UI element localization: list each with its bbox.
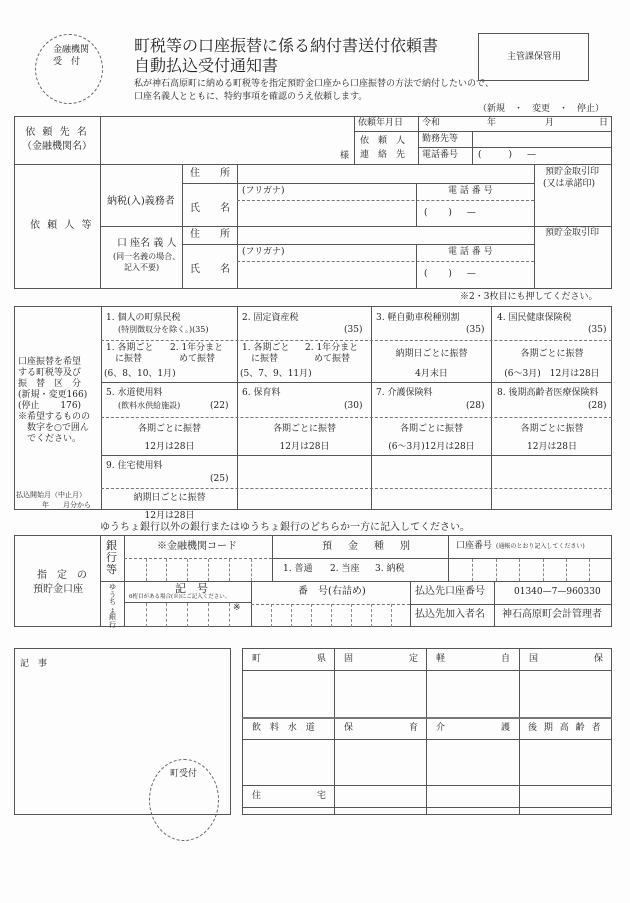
item-9-code: (25)	[210, 474, 229, 484]
divider	[100, 116, 101, 289]
holder-seal-label: 預貯金取引印	[545, 228, 600, 238]
contact-phone-field[interactable]: ( ) —	[478, 150, 540, 160]
divider	[272, 535, 273, 581]
grid-header-nhi-a: 国	[529, 654, 539, 664]
taxpayer-name-field[interactable]	[239, 202, 415, 224]
divider	[100, 226, 534, 227]
divider	[534, 226, 612, 227]
taxpayer-label: 納税(入)義務者	[107, 196, 175, 207]
item-5-schedule: 各期ごとに振替	[137, 424, 201, 434]
transfer-side-label	[18, 357, 90, 445]
intro-line-1: 私が神石高原町に納める町税等を指定預貯金口座から口座振替の方法で納付したいので、	[134, 79, 494, 89]
taxpayer-address-label: 住 所	[190, 168, 230, 179]
taxpayer-seal-label: 預貯金取引印	[545, 167, 600, 177]
bank-name-label: 依 頼 先 名	[25, 127, 89, 138]
item-9-name[interactable]: 9. 住宅使用料	[106, 461, 163, 471]
side-line: ※希望するものの	[18, 412, 91, 422]
deposit-type-label: 預 金 種 別	[322, 541, 413, 552]
grid-header-care-b: 護	[501, 723, 511, 733]
taxpayer-phone-header: 電 話 番 号	[448, 186, 493, 196]
item-8-months: 12月は28日	[527, 442, 577, 452]
divider	[519, 648, 520, 815]
divider	[418, 147, 612, 148]
taxpayer-furigana-label: (フリガナ)	[242, 186, 285, 196]
item-3-name[interactable]: 3. 軽自動車税種別割	[376, 313, 460, 323]
deposit-type-tax[interactable]: 3. 納税	[375, 564, 405, 574]
month-label[interactable]: 月	[545, 118, 555, 128]
divider	[182, 183, 534, 184]
divider	[101, 306, 102, 510]
item-7-schedule: 各期ごとに振替	[399, 424, 463, 434]
grid-header-fixed-a: 固	[344, 654, 354, 664]
era-label: 令和	[422, 118, 441, 128]
divider	[182, 244, 534, 245]
divider	[272, 558, 612, 559]
item-6-schedule: 各期ごとに振替	[272, 424, 336, 434]
item-1-name[interactable]: 1. 個人の町県民税	[106, 313, 181, 323]
item-6-code: (30)	[344, 401, 363, 411]
item-4-code: (35)	[588, 325, 607, 335]
dashed-divider	[101, 417, 612, 418]
account-instruction: ゆうちょ銀行以外の銀行またはゆうちょ銀行のどちらか一方に記入してください。	[100, 522, 470, 533]
side-line: 口座振替を希望	[18, 357, 82, 367]
holder-label: 口 座名 義 人	[117, 238, 177, 249]
grid-header-town-b: 県	[317, 654, 327, 664]
divider	[101, 455, 612, 456]
symbol-asterisk: ※	[233, 603, 241, 613]
grid-header-housing-a: 住	[252, 791, 262, 801]
bank-name-field[interactable]	[102, 118, 352, 162]
dashed-divider	[101, 488, 612, 489]
grid-header-elderly: 後 期 高 齢 者	[528, 723, 603, 733]
payee-account-value: 01340—7—960330	[514, 587, 601, 597]
day-label[interactable]: 日	[599, 118, 609, 128]
divider	[448, 535, 449, 581]
item-1-option-b[interactable]: 2. 1年分まと	[170, 343, 224, 353]
item-8-code: (28)	[588, 401, 607, 411]
item-1-sub: (特別徴収分を除く。)(35)	[118, 325, 209, 334]
divider	[416, 244, 417, 289]
deposit-type-checking[interactable]: 2. 当座	[330, 564, 360, 574]
divider	[410, 604, 612, 605]
grid-header-light-b: 自	[501, 654, 511, 664]
holder-name-field[interactable]	[239, 263, 415, 287]
grid-header-town-a: 町	[252, 654, 262, 664]
side-line: する町税等及び	[18, 368, 82, 378]
title-line-1: 町税等の口座振替に係る納付書送付依頼書	[134, 36, 439, 55]
account-number-label: 口座番号	[456, 541, 493, 551]
item-9-schedule: 納期日ごとに振替	[133, 493, 206, 503]
item-2-option-a-2: に振替	[242, 354, 279, 364]
item-8-schedule: 各期ごとに振替	[520, 424, 584, 434]
notes-label: 記 事	[20, 659, 48, 669]
item-6-months: 12月は28日	[279, 442, 330, 452]
year-label[interactable]: 年	[487, 118, 497, 128]
item-5-name[interactable]: 5. 水道使用料	[106, 388, 163, 398]
bank-name-sub: （金融機関名）	[22, 141, 92, 152]
yucho-symbol-note: 6桁目がある場合(※)にご記入ください。	[129, 594, 231, 600]
yucho-symbol-label: 記 号	[175, 582, 208, 595]
item-3-code: (35)	[466, 325, 485, 335]
item-1-months: (6、8、10、1月)	[104, 369, 176, 379]
item-7-name[interactable]: 7. 介護保険料	[376, 388, 433, 398]
item-2-option-b-2: めて振替	[305, 354, 351, 364]
intro-line-2: 口座名義人とともに、特約事項を確認のうえ依頼します。	[134, 92, 368, 102]
yucho-symbol-input[interactable]	[126, 604, 250, 626]
digit-divider	[251, 559, 252, 581]
holder-note-2: 記入不要)	[124, 263, 160, 272]
divider	[334, 648, 335, 815]
yucho-number-input[interactable]	[253, 606, 409, 626]
divider	[14, 164, 612, 165]
payee-name-label: 払込先加入者名	[415, 609, 485, 620]
title-line-2: 自動払込受付通知書	[134, 56, 279, 75]
divider	[242, 785, 612, 786]
payee-name-value: 神石高原町会計管理者	[502, 609, 602, 620]
contact-label-2: 連 絡 先	[360, 150, 406, 160]
item-3-schedule: 納期日ごとに振替	[395, 349, 468, 359]
grid-header-light-a: 軽	[436, 654, 446, 664]
side-line: でください。	[18, 434, 82, 444]
account-number-note: (通帳のとおり記入してください)	[496, 543, 585, 550]
taxpayer-name-label: 氏 名	[190, 203, 230, 214]
item-3-months: 4月末日	[415, 369, 448, 379]
item-2-months: (5、7、9、11月)	[240, 369, 312, 379]
taxpayer-address-field[interactable]	[239, 166, 532, 182]
side-line: (停止 176)	[18, 401, 82, 411]
account-number-input[interactable]	[450, 560, 610, 580]
contact-phone-label: 電話番号	[422, 150, 459, 160]
payee-account-label: 払込先口座番号	[415, 586, 485, 597]
item-5-sub: (飲料水供給施設)	[118, 401, 181, 410]
divider	[418, 116, 419, 164]
divider	[354, 116, 355, 164]
item-4-schedule: 各期ごとに振替	[520, 349, 584, 359]
item-2-code: (35)	[344, 325, 363, 335]
grid-header-childcare-a: 保	[344, 723, 354, 733]
item-5-months: 12月は28日	[144, 442, 195, 452]
start-month-label: 払込開始月（中止月）	[16, 491, 86, 499]
taxpayer-seal-sub: (又は承諾印)	[543, 179, 596, 189]
divider	[242, 717, 612, 719]
bank-stamp-label: 金融機関	[53, 45, 90, 55]
divider	[237, 306, 238, 510]
town-stamp-label: 町受付	[170, 769, 198, 779]
dashed-divider	[237, 261, 534, 262]
item-2-name[interactable]: 2. 固定資産税	[242, 313, 299, 323]
contact-label-1: 依 頼 人	[360, 136, 406, 146]
item-2-option-b[interactable]: 2. 1年分まと	[305, 343, 359, 353]
side-line: 数字を○で囲ん	[18, 423, 89, 433]
grid-header-childcare-b: 育	[409, 723, 419, 733]
sama-label: 様	[340, 151, 350, 161]
item-2-option-a[interactable]: 1. 各期ごと	[242, 343, 290, 353]
holder-address-field[interactable]	[239, 228, 532, 243]
item-1-option-a-2: に振替	[106, 354, 143, 364]
grid-header-housing-b: 宅	[317, 791, 327, 801]
divider	[416, 183, 417, 226]
yucho-label: ゆうちょ銀行	[109, 583, 116, 629]
grid-header-water: 飲 料 水 道	[252, 723, 318, 733]
request-mode-options[interactable]: （新規 ・ 変更 ・ 停止）	[478, 104, 605, 114]
item-5-code: (22)	[210, 401, 229, 411]
divider	[242, 807, 612, 808]
grid-header-care-a: 介	[436, 723, 446, 733]
divider	[472, 131, 473, 164]
grid-header-nhi-b: 保	[594, 654, 604, 664]
start-month-field[interactable]: 年 月分から	[42, 501, 91, 509]
divider	[242, 670, 612, 671]
notes-field[interactable]	[18, 675, 148, 810]
item-4-name[interactable]: 4. 国民健康保険税	[497, 313, 572, 323]
request-date-label: 依頼年月日	[358, 118, 404, 128]
bank-code-label: ※金融機関コード	[157, 541, 237, 552]
divider	[426, 648, 427, 815]
item-7-months: (6～3月)12月は28日	[388, 442, 475, 452]
holder-address-label: 住 所	[190, 229, 230, 240]
workplace-field[interactable]	[474, 132, 610, 146]
holder-note-1: (同一名義の場合、	[113, 252, 181, 261]
side-line: (新規・変更166)	[18, 390, 88, 400]
item-8-name[interactable]: 8. 後期高齢者医療保険料	[497, 388, 599, 398]
grid-header-fixed-b: 定	[409, 654, 419, 664]
divider	[101, 382, 612, 383]
holder-phone-field[interactable]: ( ) —	[424, 269, 479, 279]
holder-furigana-label: (フリガナ)	[242, 247, 285, 257]
dashed-divider	[251, 604, 410, 605]
dashed-divider	[101, 340, 612, 341]
divider	[491, 306, 492, 510]
holder-name-label: 氏 名	[190, 264, 230, 275]
requester-section-label: 依 頼 人 等	[30, 220, 94, 231]
bank-stamp-receipt: 受 付	[53, 57, 81, 67]
item-4-months: (6～3月) 12月は28日	[504, 369, 600, 379]
side-line: 振 替 区 分	[18, 379, 82, 389]
holder-phone-header: 電 話 番 号	[448, 247, 493, 257]
seal-note: ※2・3枚目にも押してください。	[460, 292, 598, 302]
item-9-months: 12月は28日	[144, 511, 195, 521]
item-7-code: (28)	[466, 401, 485, 411]
dashed-divider	[237, 200, 534, 201]
account-section-label-1: 指 定 の	[37, 570, 87, 581]
department-keep-label: 主管課保管用	[507, 52, 562, 62]
deposit-type-regular[interactable]: 1. 普通	[283, 564, 313, 574]
item-1-option-b-2: めて振替	[170, 354, 216, 364]
workplace-label: 勤務先等	[422, 134, 459, 144]
bank-code-input[interactable]	[126, 560, 250, 580]
taxpayer-phone-field[interactable]: ( ) —	[424, 208, 479, 218]
divider	[242, 739, 612, 740]
divider	[371, 306, 372, 510]
item-6-name[interactable]: 6. 保育料	[242, 388, 281, 398]
account-section-label-2: 預貯金口座	[33, 584, 83, 595]
bank-label: 銀行等	[106, 539, 117, 576]
item-1-option-a[interactable]: 1. 各期ごと	[106, 343, 154, 353]
yucho-number-label: 番 号(右詰め)	[298, 586, 366, 597]
transfer-table	[14, 306, 612, 510]
